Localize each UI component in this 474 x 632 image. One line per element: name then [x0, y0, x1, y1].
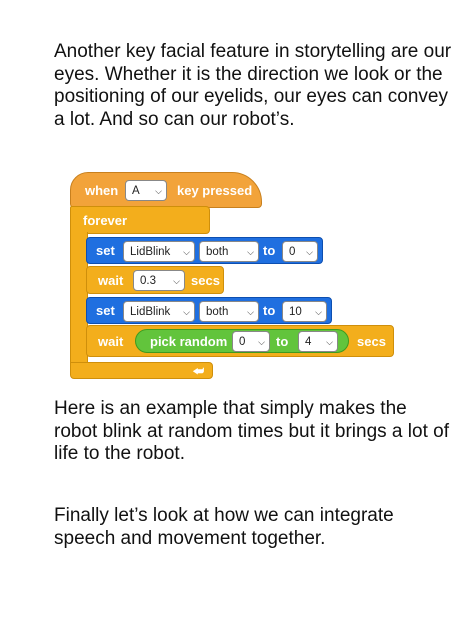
value-dropdown[interactable]: 0 ⌵: [282, 241, 318, 262]
wait-label: wait: [98, 273, 124, 288]
to-label: to: [263, 243, 276, 258]
secs-label: secs: [357, 334, 386, 349]
mode-dropdown[interactable]: both ⌵: [199, 241, 259, 262]
random-from-dropdown[interactable]: 0 ⌵: [232, 331, 270, 352]
property-dropdown[interactable]: LidBlink ⌵: [123, 241, 195, 262]
set-label: set: [96, 303, 115, 318]
chevron-down-icon: ⌵: [315, 307, 322, 317]
pick-random-label: pick random: [150, 334, 228, 349]
property-dropdown[interactable]: LidBlink ⌵: [123, 301, 195, 322]
forever-block-top[interactable]: [70, 206, 210, 234]
mode-dropdown[interactable]: both ⌵: [199, 301, 259, 322]
wait-seconds-dropdown[interactable]: 0.3 ⌵: [133, 270, 185, 291]
value-dropdown[interactable]: 10 ⌵: [282, 301, 327, 322]
chevron-down-icon: ⌵: [247, 247, 254, 257]
wait-label: wait: [98, 334, 124, 349]
key-dropdown[interactable]: A ⌵: [125, 180, 167, 201]
key-pressed-label: key pressed: [177, 183, 253, 198]
secs-label: secs: [191, 273, 220, 288]
chevron-down-icon: ⌵: [173, 276, 180, 286]
to-label: to: [276, 334, 289, 349]
chevron-down-icon: ⌵: [247, 307, 254, 317]
when-key-pressed-block[interactable]: [70, 172, 262, 208]
finally-paragraph: Finally let’s look at how we can integrate speech and movement together.: [54, 505, 394, 549]
forever-block-bottom: [70, 362, 213, 379]
to-label: to: [263, 303, 276, 318]
loop-arrow-icon: ⮨: [192, 364, 204, 378]
chevron-down-icon: ⌵: [183, 247, 190, 257]
set-label: set: [96, 243, 115, 258]
chevron-down-icon: ⌵: [183, 307, 190, 317]
chevron-down-icon: ⌵: [326, 337, 333, 347]
chevron-down-icon: ⌵: [258, 337, 265, 347]
chevron-down-icon: ⌵: [306, 247, 313, 257]
when-label: when: [85, 183, 119, 198]
wait-block-2[interactable]: [86, 325, 394, 357]
set-lidblink-block-2[interactable]: [86, 297, 332, 324]
example-paragraph: Here is an example that simply makes the robot blink at random times but it brings a lot of life to the robot.: [54, 398, 449, 464]
pick-random-block[interactable]: [135, 329, 349, 353]
intro-paragraph: Another key facial feature in storytelling are our eyes. Whether it is the direction we look or the positioning of our eyelids, our eyes can convey a lot. And so can our robot’s.: [54, 41, 452, 130]
forever-label: forever: [83, 213, 128, 228]
set-lidblink-block-1[interactable]: [86, 237, 323, 264]
wait-block-1[interactable]: [86, 266, 224, 294]
random-to-dropdown[interactable]: 4 ⌵: [298, 331, 338, 352]
chevron-down-icon: ⌵: [155, 186, 162, 196]
